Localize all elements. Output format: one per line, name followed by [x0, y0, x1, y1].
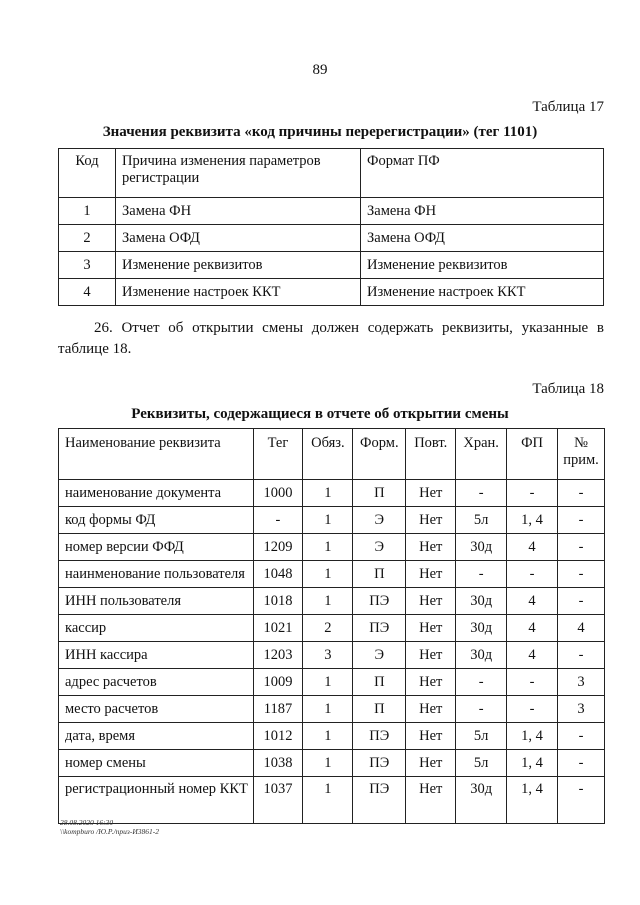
table-cell: -: [456, 696, 507, 723]
table-17-header-row: [59, 149, 604, 198]
table-cell: адрес расчетов: [59, 669, 254, 696]
table-cell: 1, 4: [507, 750, 558, 777]
table-18-header-cell: № прим.: [557, 429, 604, 480]
table-cell: наименование документа: [59, 480, 254, 507]
table-cell: 1: [303, 480, 353, 507]
table-18-caption: Таблица 18: [532, 381, 604, 397]
table-cell: кассир: [59, 615, 254, 642]
table-cell: 4: [507, 534, 558, 561]
table-17-header-cell: Причина изменения параметров регистрации: [116, 149, 361, 198]
table-cell: 30д: [456, 777, 507, 824]
table-cell: Нет: [406, 480, 456, 507]
table-18: [58, 428, 605, 824]
table-cell: код формы ФД: [59, 507, 254, 534]
table-cell: 1209: [253, 534, 303, 561]
table-cell: Нет: [406, 750, 456, 777]
table-cell: 5л: [456, 507, 507, 534]
table-cell: номер версии ФФД: [59, 534, 254, 561]
table-cell: дата, время: [59, 723, 254, 750]
table-cell: наинменование пользователя: [59, 561, 254, 588]
table-row: [59, 615, 605, 642]
table-cell: -: [557, 507, 604, 534]
table-cell: ИНН пользователя: [59, 588, 254, 615]
table-cell: ПЭ: [353, 777, 406, 824]
table-cell: П: [353, 696, 406, 723]
table-row: [59, 507, 605, 534]
table-cell: -: [456, 480, 507, 507]
table-cell: номер смены: [59, 750, 254, 777]
table-cell: 30д: [456, 534, 507, 561]
table-cell: 5л: [456, 723, 507, 750]
table-cell: регистрационный номер ККТ: [59, 777, 254, 824]
table-cell: 4: [507, 642, 558, 669]
table-cell: 30д: [456, 588, 507, 615]
table-cell: Изменение настроек ККТ: [361, 279, 604, 306]
table-cell: 4: [59, 279, 116, 306]
table-18-header-cell: Наименование реквизита: [59, 429, 254, 480]
table-cell: Изменение реквизитов: [361, 252, 604, 279]
table-cell: 5л: [456, 750, 507, 777]
table-cell: 3: [557, 669, 604, 696]
table-18-header-cell: Тег: [253, 429, 303, 480]
table-cell: 4: [507, 588, 558, 615]
table-cell: Нет: [406, 534, 456, 561]
footer-path: \\kompburo /Ю.Р./приз-И3861-2: [60, 827, 160, 836]
table-cell: 1048: [253, 561, 303, 588]
table-cell: 1: [303, 723, 353, 750]
table-cell: 1203: [253, 642, 303, 669]
table-cell: 4: [507, 615, 558, 642]
table-cell: 2: [303, 615, 353, 642]
table-cell: 30д: [456, 615, 507, 642]
table-cell: -: [557, 750, 604, 777]
table-18-header-cell: Форм.: [353, 429, 406, 480]
table-18-body: [59, 480, 605, 824]
footer-date: 28.08.2020 16:30: [60, 818, 114, 827]
table-18-header-cell: Хран.: [456, 429, 507, 480]
table-cell: Замена ОФД: [361, 225, 604, 252]
table-cell: -: [456, 561, 507, 588]
table-cell: 1018: [253, 588, 303, 615]
table-cell: 1012: [253, 723, 303, 750]
table-cell: 1, 4: [507, 777, 558, 824]
table-cell: -: [507, 480, 558, 507]
table-cell: ПЭ: [353, 723, 406, 750]
table-cell: 1037: [253, 777, 303, 824]
table-cell: Нет: [406, 777, 456, 824]
table-cell: Замена ФН: [361, 198, 604, 225]
table-cell: -: [557, 723, 604, 750]
table-18-header-cell: Повт.: [406, 429, 456, 480]
table-cell: -: [507, 561, 558, 588]
table-row: [59, 534, 605, 561]
table-cell: -: [557, 588, 604, 615]
table-row: [59, 225, 604, 252]
table-cell: ИНН кассира: [59, 642, 254, 669]
table-cell: 1: [303, 777, 353, 824]
table-cell: 1: [303, 534, 353, 561]
table-cell: Нет: [406, 561, 456, 588]
table-cell: 1: [303, 507, 353, 534]
table-18-header-cell: Обяз.: [303, 429, 353, 480]
table-row: [59, 777, 605, 824]
table-cell: Э: [353, 507, 406, 534]
table-row: [59, 279, 604, 306]
table-cell: 1187: [253, 696, 303, 723]
table-cell: Нет: [406, 723, 456, 750]
table-cell: 2: [59, 225, 116, 252]
table-cell: Нет: [406, 642, 456, 669]
table-18-header-row: [59, 429, 605, 480]
table-cell: -: [507, 669, 558, 696]
table-cell: Нет: [406, 615, 456, 642]
page-number: 89: [312, 62, 328, 78]
table-cell: 1: [303, 669, 353, 696]
table-cell: Изменение настроек ККТ: [116, 279, 361, 306]
table-row: [59, 198, 604, 225]
table-cell: место расчетов: [59, 696, 254, 723]
table-cell: 1000: [253, 480, 303, 507]
table-cell: -: [557, 534, 604, 561]
table-cell: 1: [59, 198, 116, 225]
table-cell: 1009: [253, 669, 303, 696]
table-cell: 1: [303, 588, 353, 615]
table-cell: 1038: [253, 750, 303, 777]
table-cell: ПЭ: [353, 750, 406, 777]
table-row: [59, 669, 605, 696]
table-17-caption: Таблица 17: [532, 99, 604, 115]
table-cell: П: [353, 480, 406, 507]
table-cell: 4: [557, 615, 604, 642]
table-cell: 1, 4: [507, 723, 558, 750]
table-cell: 30д: [456, 642, 507, 669]
table-cell: 1: [303, 696, 353, 723]
table-cell: 1: [303, 561, 353, 588]
table-cell: ПЭ: [353, 615, 406, 642]
table-cell: П: [353, 561, 406, 588]
table-17-header-cell: Формат ПФ: [361, 149, 604, 198]
table-row: [59, 696, 605, 723]
table-row: [59, 588, 605, 615]
table-row: [59, 480, 605, 507]
table-row: [59, 642, 605, 669]
table-cell: 1, 4: [507, 507, 558, 534]
table-cell: -: [253, 507, 303, 534]
table-17-title: Значения реквизита «код причины перерегистрации» (тег 1101): [102, 124, 538, 140]
table-cell: Нет: [406, 588, 456, 615]
table-cell: -: [557, 561, 604, 588]
table-cell: 3: [303, 642, 353, 669]
table-cell: 1021: [253, 615, 303, 642]
table-cell: -: [557, 480, 604, 507]
table-cell: Нет: [406, 696, 456, 723]
table-cell: -: [456, 669, 507, 696]
table-17-header-cell: Код: [59, 149, 116, 198]
table-cell: Э: [353, 534, 406, 561]
table-cell: -: [557, 642, 604, 669]
table-cell: ПЭ: [353, 588, 406, 615]
table-cell: Замена ФН: [116, 198, 361, 225]
table-row: [59, 561, 605, 588]
table-cell: 1: [303, 750, 353, 777]
paragraph-26: 26. Отчет об открытии смены должен содержать реквизиты, указанные в таблице 18.: [58, 320, 604, 357]
table-18-header-cell: ФП: [507, 429, 558, 480]
table-18-title: Реквизиты, содержащиеся в отчете об открытии смены: [131, 406, 509, 422]
table-17: [58, 148, 604, 306]
table-cell: Э: [353, 642, 406, 669]
table-row: [59, 750, 605, 777]
table-cell: П: [353, 669, 406, 696]
table-cell: Замена ОФД: [116, 225, 361, 252]
table-cell: -: [557, 777, 604, 824]
footer-stamp: [60, 818, 159, 836]
table-cell: -: [507, 696, 558, 723]
table-cell: 3: [59, 252, 116, 279]
table-cell: Нет: [406, 507, 456, 534]
table-cell: 3: [557, 696, 604, 723]
table-row: [59, 723, 605, 750]
table-cell: Изменение реквизитов: [116, 252, 361, 279]
table-cell: Нет: [406, 669, 456, 696]
table-row: [59, 252, 604, 279]
